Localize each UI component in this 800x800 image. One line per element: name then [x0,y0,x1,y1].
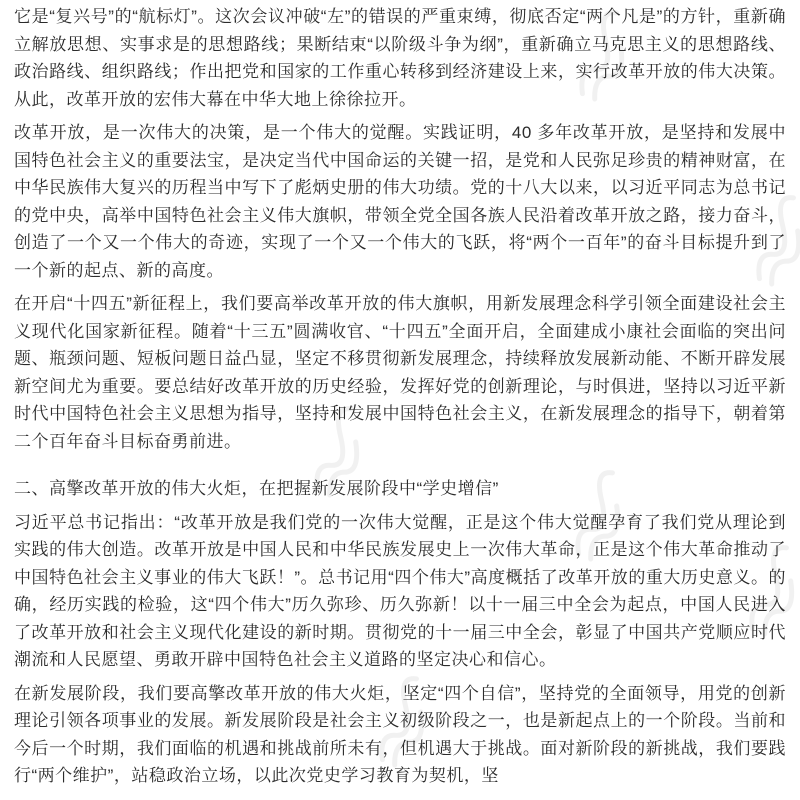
body-paragraph: 改革开放，是一次伟大的决策，是一个伟大的觉醒。实践证明，40 多年改革开放，是坚持和发展中国特色社会主义的重要法宝，是决定当代中国命运的关键一招，是党和人民弥足珍贵的精神财富，在中华民族伟大复兴的历程当中写下了彪炳史册的伟大功绩。党的十八大以来，以习近平同志为总书记的党中央，高举中国特色社会主义伟大旗帜，带领全党全国各族人民沿着改革开放之路，接力奋斗，创造了一个又一个伟大的奇迹，实现了一个又一个伟大的飞跃，将“两个一百年”的奋斗目标提升到了一个新的起点、新的高度。 [14,123,786,280]
body-paragraph: 在开启“十四五”新征程上，我们要高举改革开放的伟大旗帜，用新发展理念科学引领全面建设社会主义现代化国家新征程。随着“十三五”圆满收官、“十四五”全面开启，全面建成小康社会面临的突出问题、瓶颈问题、短板问题日益凸显，坚定不移贯彻新发展理念，持续释放发展新动能、不断开辟发展新空间尤为重要。要总结好改革开放的历史经验，发挥好党的创新理论，与时俱进，坚持以习近平新时代中国特色社会主义思想为指导，坚持和发展中国特色社会主义，在新发展理念的指导下，朝着第二个百年奋斗目标奋勇前进。 [14,294,786,451]
body-paragraph-continued: 它是“复兴号”的“航标灯”。这次会议冲破“左”的错误的严重束缚，彻底否定“两个凡是”的方针，重新确立解放思想、实事求是的思想路线；果断结束“以阶级斗争为纲”，重新确立马克思主义的思想路线、政治路线、组织路线；作出把党和国家的工作重心转移到经济建设上来，实行改革开放的伟大决策。从此，改革开放的宏伟大幕在中华大地上徐徐拉开。 [14,7,786,109]
body-paragraph-clipped: 在新发展阶段，我们要高擎改革开放的伟大火炬，坚定“四个自信”，坚持党的全面领导，用党的创新理论引领各项事业的发展。新发展阶段是社会主义初级阶段之一，也是新起点上的一个阶段。当前和今后一个时期，我们面临的机遇和挑战前所未有，但机遇大于挑战。面对新阶段的新挑战，我们要践行“两个维护”，站稳政治立场，以此次党史学习教育为契机，坚 [14,683,786,785]
section-heading: 二、高擎改革开放的伟大火炬，在把握新发展阶段中“学史增信” [14,479,499,498]
body-paragraph: 习近平总书记指出：“改革开放是我们党的一次伟大觉醒，正是这个伟大觉醒孕育了我们党从理论到实践的伟大创造。改革开放是中国人民和中华民族发展史上一次伟大革命，正是这个伟大革命推动了中国特色社会主义事业的伟大飞跃！”。总书记用“四个伟大”高度概括了改革开放的重大历史意义。的确，经历实践的检验，这“四个伟大”历久弥珍、历久弥新！以十一届三中全会为起点，中国人民进入了改革开放和社会主义现代化建设的新时期。贯彻党的十一届三中全会，彰显了中国共产党顺应时代潮流和人民愿望、勇敢开辟中国特色社会主义道路的坚定决心和信心。 [14,512,786,669]
